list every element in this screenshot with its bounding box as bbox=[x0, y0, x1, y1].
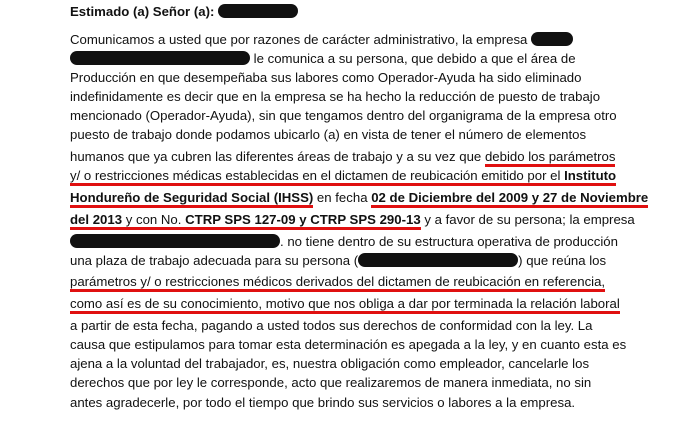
body-line-1 bbox=[70, 32, 573, 48]
body-line-15 bbox=[70, 318, 592, 334]
text: ajena a la voluntad del trabajador, es, nuestra obligación como empleador, cancelarle los bbox=[70, 356, 590, 371]
text: indefinidamente es decir que en la empresa se ha hecho la reducción de puesto de trabajo bbox=[70, 89, 601, 104]
redacted-name bbox=[218, 4, 298, 18]
text: puesto de trabajo donde podamos ubicarlo (a) en vista de tener el número de elementos bbox=[70, 127, 587, 142]
text: a partir de esta fecha, pagando a usted todos sus derechos de conformidad con la ley. La bbox=[70, 318, 593, 333]
redacted-company bbox=[531, 32, 573, 46]
underlined-bold-text: 02 de Diciembre del 2009 y 27 de Noviembre bbox=[371, 190, 648, 208]
text: derechos que por ley le corresponde, acto que realizaremos de manera inmediata, no sin bbox=[70, 375, 592, 390]
text: humanos que ya cubren las diferentes áreas de trabajo y a su vez que bbox=[70, 149, 485, 164]
text: ) que reúna los bbox=[518, 253, 607, 268]
text: Comunicamos a usted que por razones de carácter administrativo, la empresa bbox=[70, 32, 528, 47]
body-line-6 bbox=[70, 127, 586, 143]
body-line-8 bbox=[70, 168, 616, 184]
underlined-text: como así es de su conocimiento, bbox=[70, 296, 263, 311]
text: y a favor de su persona; la empresa bbox=[420, 212, 635, 227]
text: mencionado (Operador-Ayuda), sin que tengamos dentro del organigrama de la empresa otro bbox=[70, 108, 617, 123]
redacted-company bbox=[70, 51, 250, 65]
body-line-11 bbox=[70, 234, 618, 250]
body-line-2 bbox=[70, 51, 576, 67]
body-line-13 bbox=[70, 274, 605, 290]
text: en fecha bbox=[313, 190, 372, 205]
underlined-bold-text: Instituto bbox=[564, 168, 617, 183]
underlined-bold-text: Hondureño de Seguridad Social (IHSS) bbox=[70, 190, 313, 208]
body-line-10 bbox=[70, 212, 635, 228]
salutation: Estimado (a) Señor (a): bbox=[70, 4, 215, 19]
body-line-3 bbox=[70, 70, 581, 86]
redacted-company bbox=[70, 234, 280, 248]
text: y con No. bbox=[122, 212, 186, 227]
bold-text: del 2013 bbox=[70, 212, 123, 227]
body-line-7 bbox=[70, 149, 615, 165]
body-line-19 bbox=[70, 395, 575, 411]
text: le comunica a su persona, que debido a que el área de bbox=[253, 51, 576, 66]
body-line-4 bbox=[70, 89, 600, 105]
underlined-text: motivo que nos obliga a dar por terminada la relación laboral bbox=[262, 296, 620, 311]
text: causa que estipulamos para tomar esta determinación es apegada a la ley, y en cuanto esta es bbox=[70, 337, 627, 352]
text: antes agradecerle, por todo el tiempo que brindo sus servicios o labores a la empresa. bbox=[70, 395, 576, 410]
body-line-18 bbox=[70, 375, 591, 391]
body-line-16 bbox=[70, 337, 626, 353]
body-line-17 bbox=[70, 356, 589, 372]
body-line-12 bbox=[70, 253, 606, 269]
body-line-14 bbox=[70, 296, 620, 312]
bold-text: CTRP SPS 127-09 y CTRP SPS 290-13 bbox=[185, 212, 421, 227]
text: . no tiene dentro de su estructura operativa de producción bbox=[280, 234, 618, 249]
text: una plaza de trabajo adecuada para su persona ( bbox=[70, 253, 359, 268]
body-line-5 bbox=[70, 108, 617, 124]
underlined-text: y/ o restricciones médicas establecidas en el dictamen de reubicación emitido por el bbox=[70, 168, 565, 183]
salutation-line bbox=[70, 4, 298, 20]
text: Producción en que desempeñaba sus labores como Operador-Ayuda ha sido eliminado bbox=[70, 70, 582, 85]
body-line-9 bbox=[70, 190, 648, 206]
redacted-name bbox=[358, 253, 518, 267]
underlined-text: parámetros y/ o restricciones médicos derivados del dictamen de reubicación en referencia, bbox=[70, 274, 605, 292]
underlined-text: debido los parámetros bbox=[485, 149, 615, 167]
